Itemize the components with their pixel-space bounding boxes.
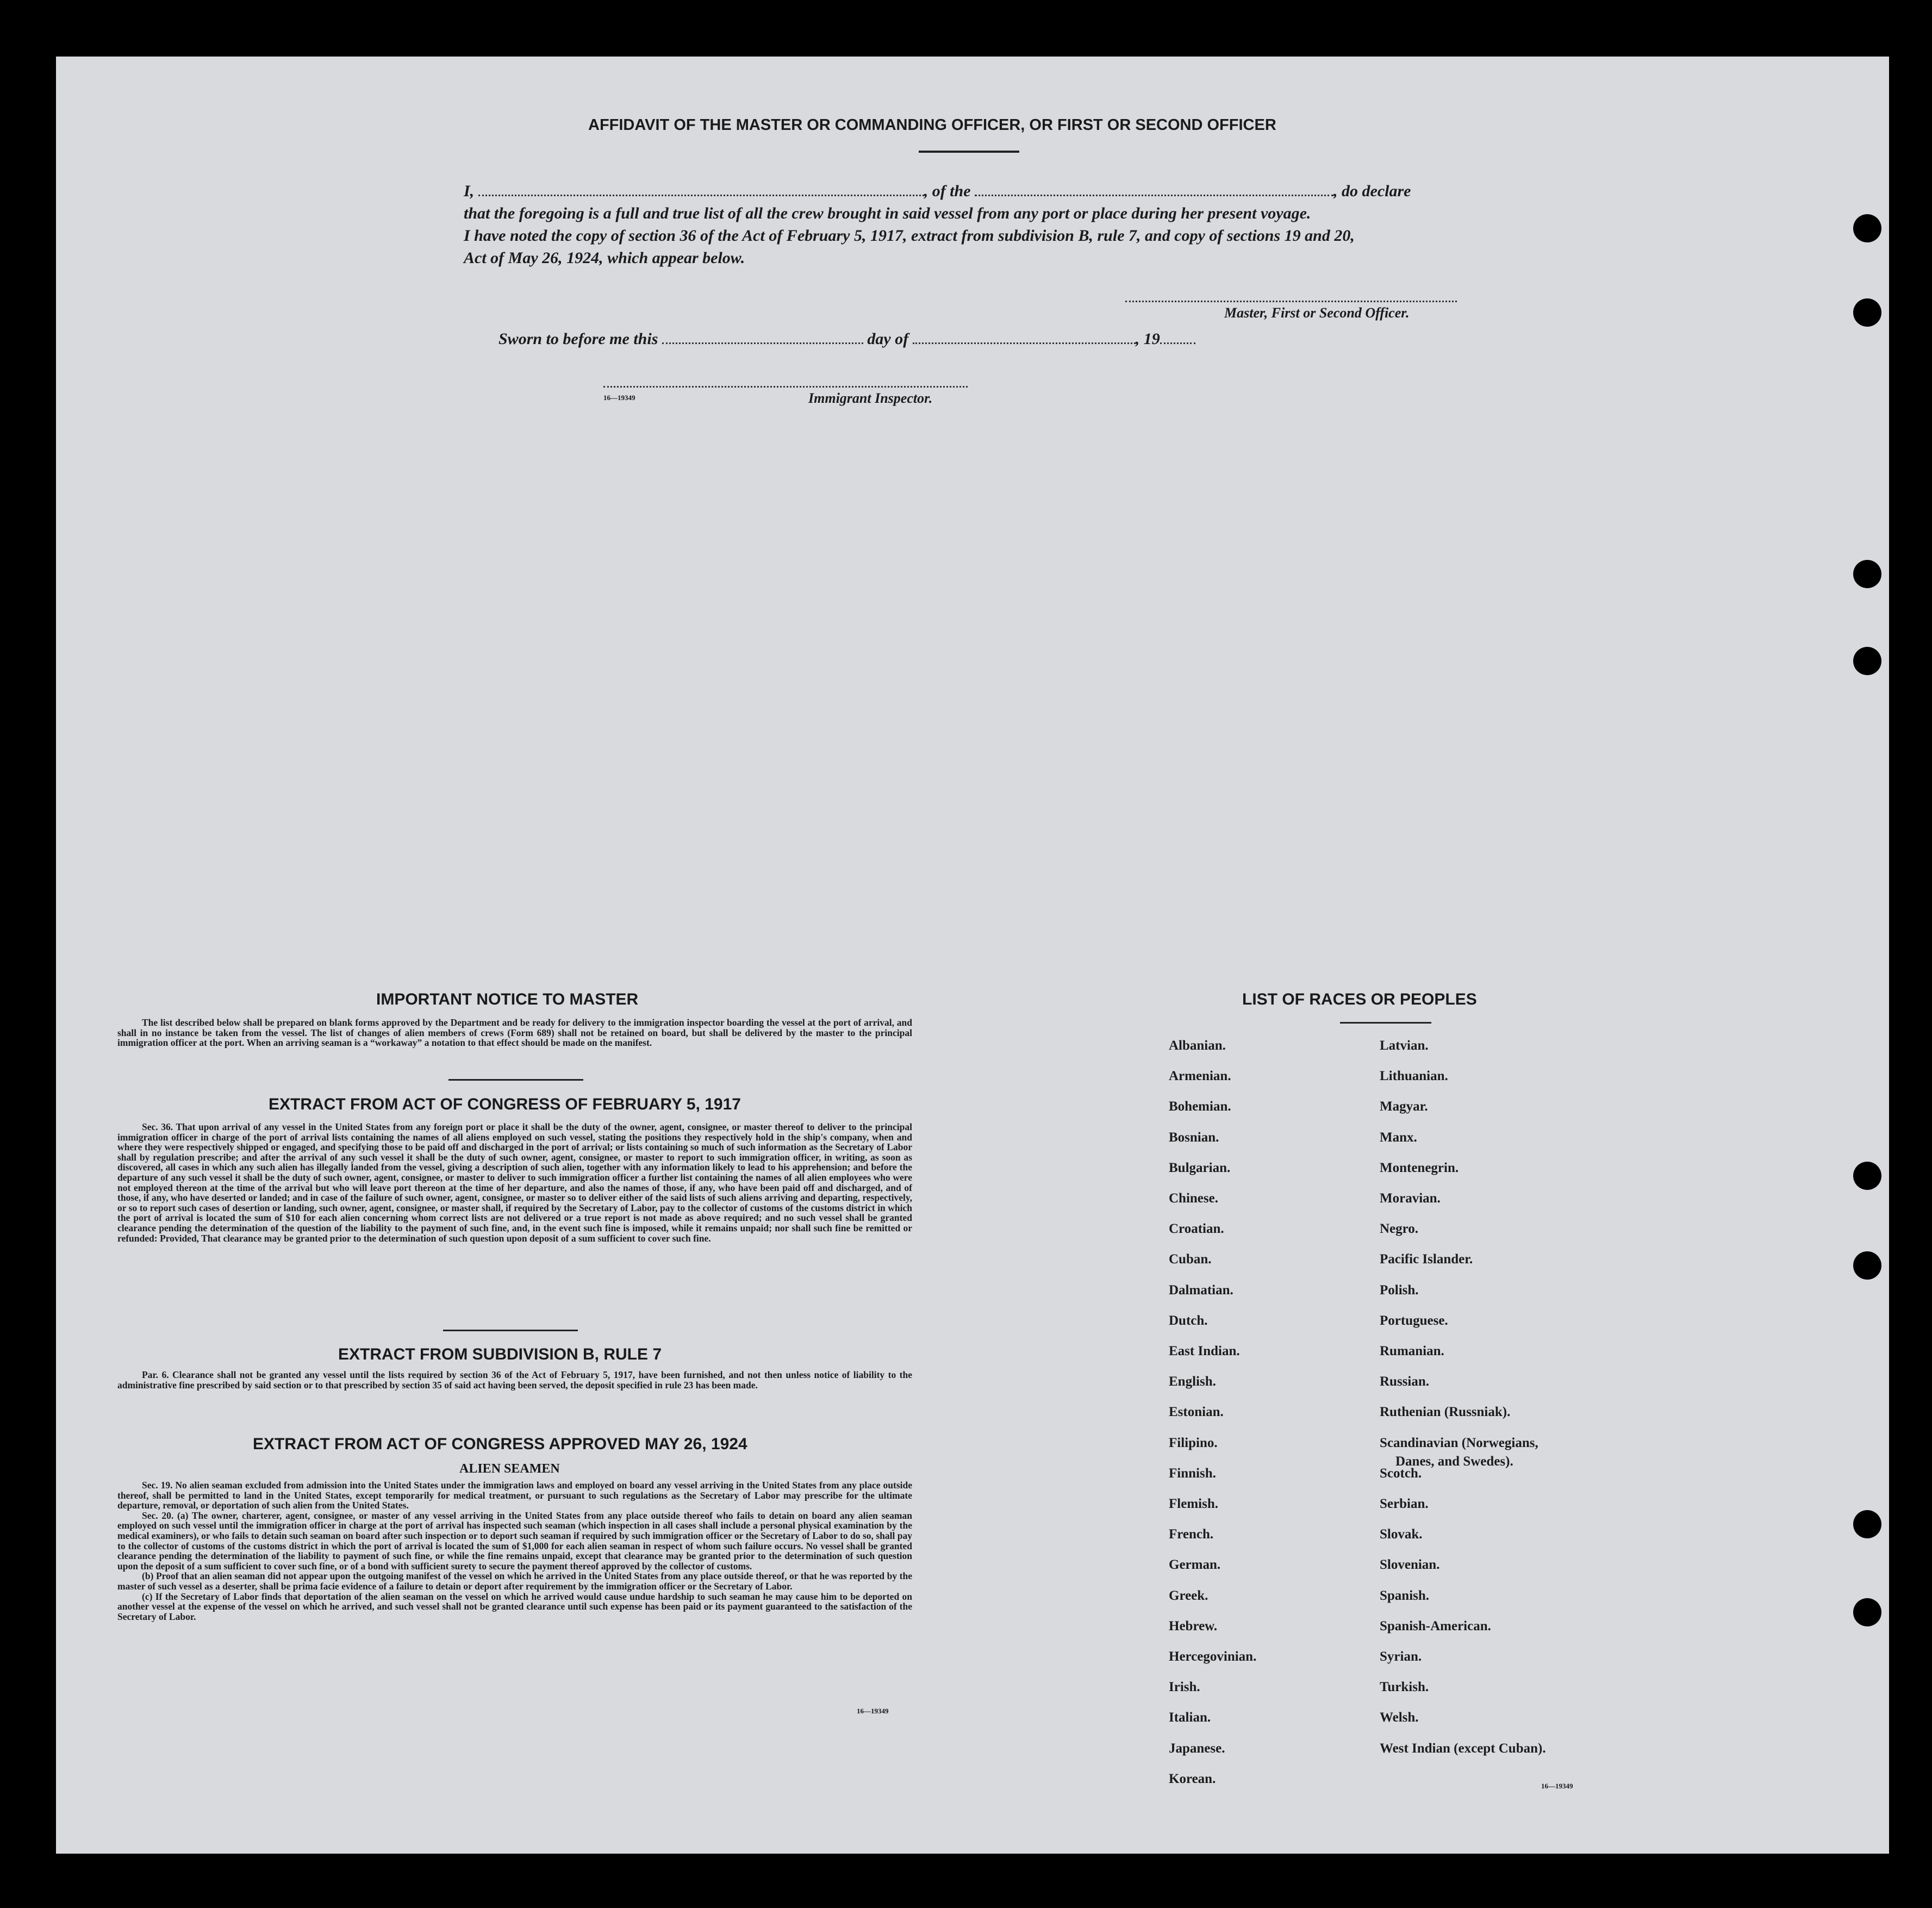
race-item: Chinese. [1169, 1191, 1218, 1206]
races-title: LIST OF RACES OR PEOPLES [1242, 990, 1477, 1008]
notice-body [117, 1018, 912, 1048]
race-item: Flemish. [1169, 1497, 1218, 1511]
race-item: Magyar. [1380, 1099, 1428, 1114]
section-19-text: Sec. 19. No alien seaman excluded from admission into the United States under the immigration laws and employed on board any vessel arriving in the United States from any place outside thereof, shall be permitted to land in the United States, except temporarily for medical treatment, or pursuant to such regulations as the Secretary of Labor may prescribe for the ultimate departure, removal, or deportation of such alien from the United States. [117, 1480, 912, 1511]
sworn-label: Sworn to before me this [498, 330, 658, 348]
race-item: Lithuanian. [1380, 1069, 1448, 1084]
section-20a-text: Sec. 20. (a) The owner, charterer, agent, consignee, or master of any vessel arriving in the United States from any place outside thereof who fails to detain on board any alien seaman employed on such vessel until the immigration officer in charge at the port of arrival has inspected such seaman (which inspection in all cases shall include a personal physical examination by the medical examiners), or who fails to detain such seaman on board after such inspection or to deport such seaman if required by such immigration officer or the Secretary of Labor to do so, shall pay to the collector of customs of the customs district in which the port of arrival is located the sum of $1,000 for each alien seaman in respect of whom such failure occurs. No vessel shall be granted clearance pending the determination of the liability to payment of such fine, or while the fine remains unpaid, except that clearance may be granted prior to the determination of such question upon the deposit of a sum sufficient to cover such fine, or of a bond with sufficient surety to secure the payment thereof approved by the collector of customs. [117, 1510, 912, 1572]
affidavit-do-declare: , do declare [1333, 182, 1411, 200]
race-item: Cuban. [1169, 1252, 1212, 1267]
signature-line[interactable] [1125, 301, 1457, 302]
section-20c-text: (c) If the Secretary of Labor finds that deportation of the alien seaman on the vessel on which he arrived would cause undue hardship to such seaman he may cause him to be deported on another vessel at the expense of the vessel on which he arrived, and such vessel shall not be granted clearance until such expense has been paid or its payment guaranteed to the satisfaction of the Secretary of Labor. [117, 1591, 912, 1622]
title-rule [919, 151, 1019, 153]
race-item: Japanese. [1169, 1741, 1225, 1756]
punch-hole [1853, 1162, 1881, 1190]
punch-hole [1853, 298, 1881, 327]
race-item: Croatian. [1169, 1221, 1224, 1237]
subdivision-b-title: EXTRACT FROM SUBDIVISION B, RULE 7 [338, 1345, 662, 1363]
punch-hole [1853, 1251, 1881, 1280]
paragraph-6-text: Par. 6. Clearance shall not be granted any vessel until the lists required by section 36 of the Act of February 5, 1917, have been furnished, and not then unless notice of liability to the administrative fine prescribed by said section or to that prescribed by section 35 of said act having been served, the deposit specified in rule 23 has been made. [117, 1369, 912, 1391]
form-number: 16—19349 [1541, 1782, 1573, 1790]
extract-1917-title: EXTRACT FROM ACT OF CONGRESS OF FEBRUARY 5, 1917 [269, 1095, 741, 1113]
month-blank[interactable] [913, 331, 1136, 344]
inspector-caption: Immigrant Inspector. [808, 390, 933, 406]
signer-caption: Master, First or Second Officer. [1224, 305, 1410, 321]
race-item: Rumanian. [1380, 1344, 1444, 1358]
race-item: French. [1169, 1527, 1214, 1542]
race-item: Korean. [1169, 1771, 1216, 1786]
vessel-blank[interactable] [975, 183, 1333, 196]
race-item: Slovak. [1380, 1527, 1423, 1542]
race-item: Latvian. [1380, 1038, 1429, 1053]
section-20b-text: (b) Proof that an alien seaman did not appear upon the outgoing manifest of the vessel on which he arrived in the United States from any place outside thereof, or that he was reported by the master of such vessel as a deserter, shall be prima facie evidence of a failure to detain or deport after requirement by the immigration officer or the Secretary of Labor. [117, 1570, 912, 1592]
affidavit-line-2: that the foregoing is a full and true list of all the crew brought in said vessel from any port or place during her present voyage. [464, 204, 1311, 222]
race-item: Scandinavian (Norwegians, [1380, 1435, 1538, 1450]
race-item: Albanian. [1169, 1038, 1226, 1053]
race-item: German. [1169, 1557, 1221, 1573]
section-rule [448, 1079, 583, 1081]
notice-title: IMPORTANT NOTICE TO MASTER [376, 990, 639, 1008]
punch-hole [1853, 214, 1881, 242]
race-item: Serbian. [1380, 1497, 1429, 1511]
affidavit-i: I, [464, 182, 475, 200]
race-item: Bosnian. [1169, 1130, 1219, 1145]
race-item: Filipino. [1169, 1435, 1218, 1450]
race-item: Pacific Islander. [1380, 1252, 1473, 1267]
alien-seamen-subtitle: ALIEN SEAMEN [459, 1462, 560, 1476]
year-label: , 19 [1135, 330, 1160, 348]
form-number: 16—19349 [603, 394, 635, 402]
race-item: Greek. [1169, 1588, 1208, 1603]
affidavit-line-1 [464, 182, 1411, 201]
race-item: Slovenian. [1380, 1557, 1440, 1573]
race-item: Ruthenian (Russniak). [1380, 1405, 1511, 1420]
affidavit-line-3: I have noted the copy of section 36 of the Act of February 5, 1917, extract from subdivision B, rule 7, and copy of sections 19 and 20, [464, 227, 1355, 245]
sworn-day-blank[interactable] [662, 331, 863, 344]
punch-hole [1853, 1510, 1881, 1538]
affidavit-line-4: Act of May 26, 1924, which appear below. [464, 249, 745, 267]
race-item: West Indian (except Cuban). [1380, 1741, 1546, 1756]
race-item: Hercegovinian. [1169, 1649, 1257, 1664]
extract-1924-title: EXTRACT FROM ACT OF CONGRESS APPROVED MAY 26, 1924 [253, 1435, 747, 1453]
race-item: Bulgarian. [1169, 1160, 1231, 1175]
notice-text: The list described below shall be prepared on blank forms approved by the Department and be ready for delivery to the immigration inspector boarding the vessel at the port of arrival, and shall in no instance be taken from the vessel. The list of changes of alien members of crews (Form 689) shall not be retained on board, but shall be delivered by the master to the principal immigration officer at the port. When an arriving seaman is a “workaway” a notation to that effect should be made on the manifest. [117, 1017, 912, 1049]
race-item: Irish. [1169, 1680, 1200, 1695]
punch-hole [1853, 560, 1881, 588]
affidavit-title: AFFIDAVIT OF THE MASTER OR COMMANDING OFFICER, OR FIRST OR SECOND OFFICER [588, 116, 1276, 134]
affidavit-of-the: , of the [924, 182, 971, 200]
race-item: Danes, and Swedes). [1395, 1454, 1513, 1469]
race-item: Spanish. [1380, 1588, 1430, 1603]
extract-1917-body [117, 1122, 912, 1243]
section-rule [443, 1330, 578, 1331]
punch-hole [1853, 647, 1881, 675]
race-item: Hebrew. [1169, 1618, 1218, 1633]
name-blank[interactable] [478, 183, 924, 196]
race-item: Portuguese. [1380, 1313, 1448, 1328]
subdivision-b-body [117, 1370, 912, 1390]
race-item: Scotch. [1380, 1466, 1422, 1481]
sworn-line [498, 330, 1195, 348]
punch-hole [1853, 1598, 1881, 1626]
race-item: Dalmatian. [1169, 1282, 1233, 1298]
year-blank[interactable] [1160, 331, 1195, 344]
race-item: Montenegrin. [1380, 1160, 1459, 1175]
race-item: Italian. [1169, 1710, 1211, 1725]
race-item: Spanish-American. [1380, 1618, 1491, 1633]
race-item: Armenian. [1169, 1069, 1231, 1084]
race-item: Finnish. [1169, 1466, 1216, 1481]
race-item: Welsh. [1380, 1710, 1419, 1725]
day-of-label: day of [867, 330, 909, 348]
inspector-signature-line[interactable] [603, 386, 968, 388]
race-item: Negro. [1380, 1221, 1419, 1237]
race-item: Manx. [1380, 1130, 1417, 1145]
race-item: Polish. [1380, 1282, 1419, 1298]
section-36-text: Sec. 36. That upon arrival of any vessel in the United States from any foreign port or place it shall be the duty of the owner, agent, consignee, or master thereof to deliver to the principal immigration officer in charge of the port of arrival lists containing the names of all aliens employed on such vessel, stating the positions they respectively hold in the ship's company, when and where they were respectively shipped or engaged, and specifying those to be paid off and discharged in the port of arrival; or lists containing so much of such information as the Secretary of Labor shall by regulation prescribe; and after the arrival of any such vessel it shall be the duty of such owner, agent, consignee, or master to report to such immigration officer, in writing, as soon as discovered, all cases in which any such alien has illegally landed from the vessel, giving a description of such alien, together with any information likely to lead to his apprehension; and before the departure of any such vessel it shall be the duty of such owner, agent, consignee, or master to deliver to such immigration officer a further list containing the names of all alien employees who were not employed thereon at the time of the arrival but who will leave port thereon at the time of her departure, and also the names of those, if any, who have been paid off and discharged, and of those, if any, who have deserted or landed; and in case of the failure of such owner, agent, consignee, or master so to deliver either of the said lists of such aliens arriving and departing, respectively, or so to report such cases of desertion or landing, such owner, agent, consignee, or master shall, if required by the Secretary of Labor, pay to the collector of customs of the customs district in which the port of arrival is located the sum of $10 for each alien concerning whom correct lists are not delivered or a true report is not made as above required; and no such vessel shall be granted clearance pending the determination of the question of the liability to the payment of such fine, and, in the event such fine is imposed, while it remains unpaid; nor shall such fine be remitted or refunded: Provided, That clearance may be granted prior to the determination of such question upon deposit of a sum sufficient to cover such fine. [117, 1121, 912, 1244]
race-item: Estonian. [1169, 1405, 1224, 1420]
race-item: Dutch. [1169, 1313, 1208, 1328]
race-item: Russian. [1380, 1374, 1430, 1389]
form-number: 16—19349 [857, 1707, 889, 1715]
races-rule [1340, 1022, 1431, 1024]
race-item: Turkish. [1380, 1680, 1429, 1695]
race-item: Syrian. [1380, 1649, 1422, 1664]
race-item: Bohemian. [1169, 1099, 1231, 1114]
race-item: Moravian. [1380, 1191, 1441, 1206]
extract-1924-body [117, 1480, 912, 1622]
race-item: East Indian. [1169, 1344, 1240, 1358]
race-item: English. [1169, 1374, 1216, 1389]
